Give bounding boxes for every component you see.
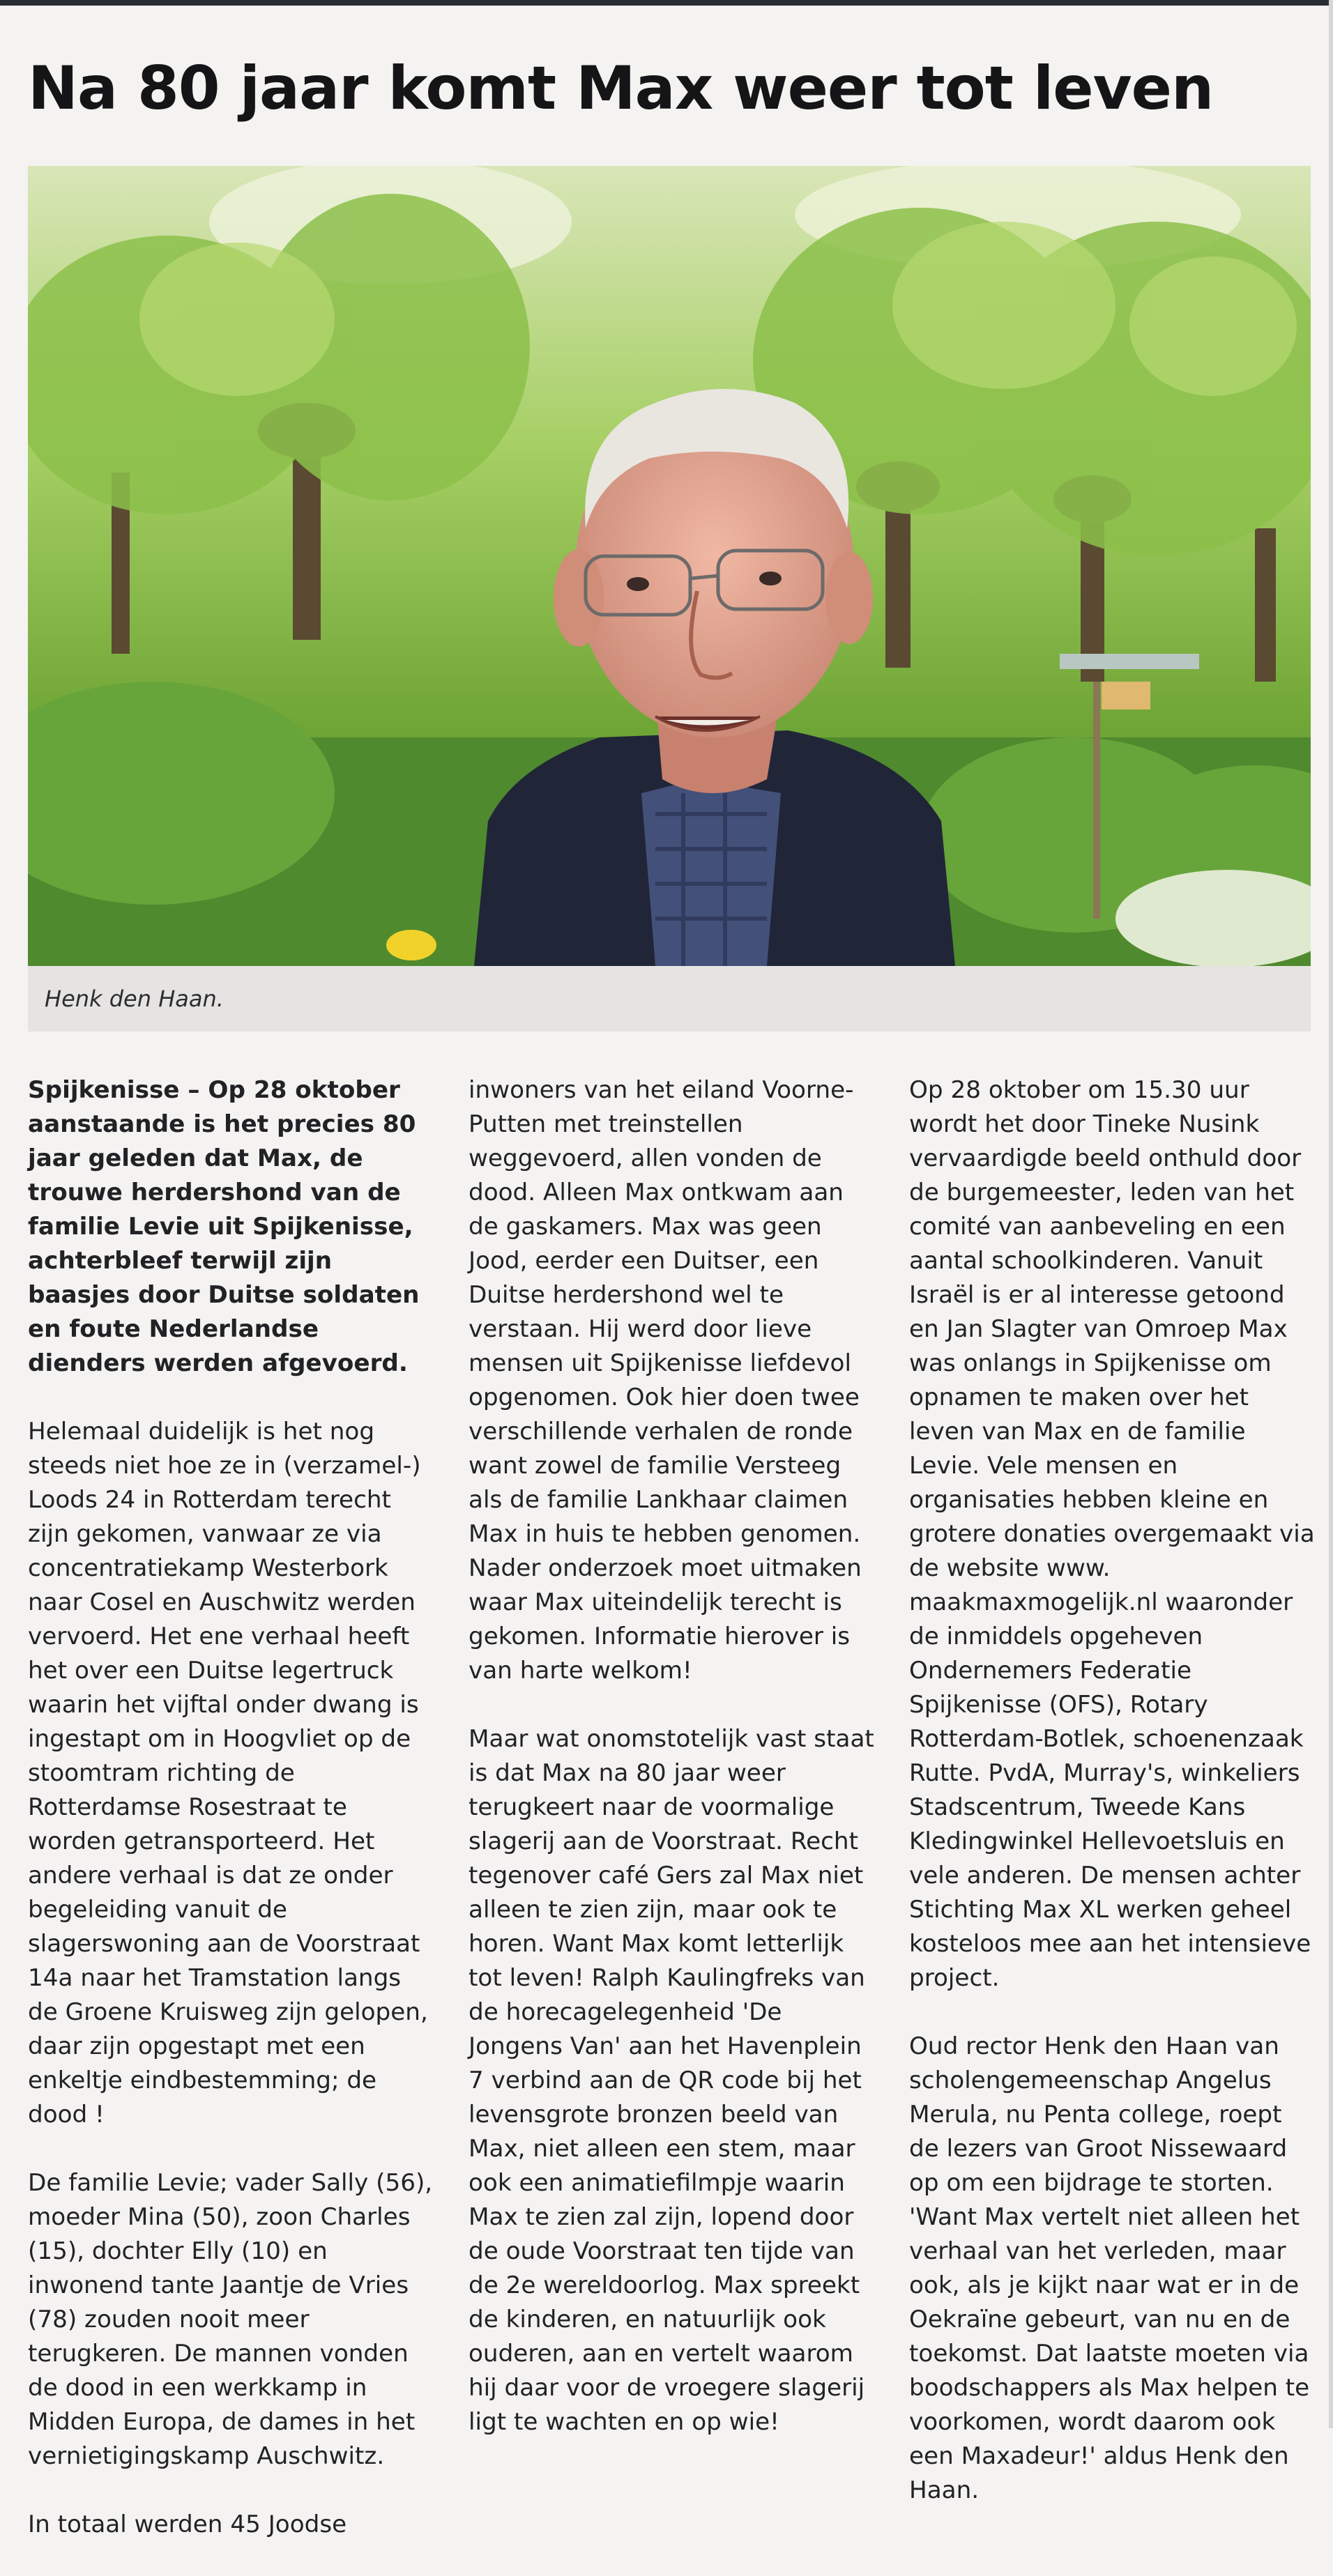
article-column-2 xyxy=(469,1073,876,2474)
caption-bar xyxy=(28,966,1311,1032)
body-paragraph: inwoners van het eiland Voorne-Putten met treinstellen weggevoerd, allen vonden de dood. Alleen Max ontkwam aan de gaskamers. Max was geen Jood, eerder een Duitser, een Duitse herdershond wel te verstaan. Hij werd door lieve mensen uit Spijkenisse liefdevol opgenomen. Ook hier doen twee verschillende verhalen de ronde want zowel de familie Versteeg als de familie Lankhaar claimen Max in huis te hebben genomen. Nader onderzoek moet uitmaken waar Max uiteindelijk terecht is gekomen. Informatie hierover is van harte welkom! xyxy=(469,1076,862,1685)
body-paragraph: Helemaal duidelijk is het nog steeds niet hoe ze in (verzamel-) Loods 24 in Rotterdam terecht zijn gekomen, vanwaar ze via concentratiekamp Westerbork naar Cosel en Auschwitz werden vervoerd. Het ene verhaal heeft het over een Duitse legertruck waarin het vijftal onder dwang is ingestapt om in Hoogvliet op de stoomtram richting de Rotterdamse Rosestraat te worden getransporteerd. Het andere verhaal is dat ze onder begeleiding vanuit de slagerswoning aan de Voorstraat 14a naar het Tramstation langs de Groene Kruisweg zijn gelopen, daar zijn opgestapt met een enkeltje eindbestemming; de dood ! xyxy=(28,1418,428,2129)
body-paragraph: De familie Levie; vader Sally (56), moeder Mina (50), zoon Charles (15), dochter Elly (10) en inwonend tante Jaantje de Vries (78) zouden nooit meer terugkeren. De mannen vonden de dood in een werkkamp in Midden Europa, de dames in het vernietigingskamp Auschwitz. xyxy=(28,2169,433,2470)
portrait-illustration xyxy=(28,166,1311,966)
body-paragraph: In totaal werden 45 Joodse xyxy=(28,2510,347,2538)
photo-caption: Henk den Haan. xyxy=(45,986,224,1012)
page-edge xyxy=(1329,0,1333,2428)
article-headline: Na 80 jaar komt Max weer tot leven xyxy=(28,54,1214,123)
lead-paragraph: Spijkenisse – Op 28 oktober aanstaande is het precies 80 jaar geleden dat Max, de trouwe herdershond van de familie Levie uit Spijkenisse, achterbleef terwijl zijn baasjes door Duitse soldaten en foute Nederlandse dienders werden afgevoerd. xyxy=(28,1076,420,1377)
article-photo xyxy=(28,166,1311,966)
top-rule xyxy=(0,0,1333,6)
body-paragraph: Oud rector Henk den Haan van scholengemeenschap Angelus Merula, nu Penta college, roept de lezers van Groot Nissewaard op om een bijdrage te storten. 'Want Max vertelt niet alleen het verhaal van het verleden, maar ook, als je kijkt naar wat er in de Oekraïne gebeurt, van nu en de toekomst. Dat laatste moeten via boodschappers als Max helpen te voorkomen, wordt daarom ook een Maxadeur!' aldus Henk den Haan. xyxy=(909,2032,1310,2504)
body-paragraph: Maar wat onomstotelijk vast staat is dat Max na 80 jaar weer terugkeert naar de voormalige slagerij aan de Voorstraat. Recht tegenover café Gers zal Max niet alleen te zien zijn, maar ook te horen. Want Max komt letterlijk tot leven! Ralph Kaulingfreks van de horecagelegenheid 'De Jongens Van' aan het Havenplein 7 verbind aan de QR code bij het levensgrote bronzen beeld van Max, niet alleen een stem, maar ook een animatiefilmpje waarin Max te zien zal zijn, lopend door de oude Voorstraat ten tijde van de 2e wereldoorlog. Max spreekt de kinderen, en natuurlijk ook ouderen, aan en vertelt waarom hij daar voor de vroegere slagerij ligt te wachten en op wie! xyxy=(469,1725,874,2436)
body-paragraph: Op 28 oktober om 15.30 uur wordt het door Tineke Nusink vervaardigde beeld onthuld door de burgemeester, leden van het comité van aanbeveling en een aantal schoolkinderen. Vanuit Israël is er al interesse getoond en Jan Slagter van Omroep Max was onlangs in Spijkenisse om opnamen te maken over het leven van Max en de familie Levie. Vele mensen en organisaties hebben kleine en grotere donaties overgemaakt via de website www. maakmaxmogelijk.nl waaronder de inmiddels opgeheven Ondernemers Federatie Spijkenisse (OFS), Rotary Rotterdam-Botlek, schoenenzaak Rutte. PvdA, Murray's, winkeliers Stadscentrum, Tweede Kans Kledingwinkel Hellevoetsluis en vele anderen. De mensen achter Stichting Max XL werken geheel kosteloos mee aan het intensieve project. xyxy=(909,1076,1315,1992)
article-column-3 xyxy=(909,1073,1316,2542)
article-column-1 xyxy=(28,1073,435,2576)
